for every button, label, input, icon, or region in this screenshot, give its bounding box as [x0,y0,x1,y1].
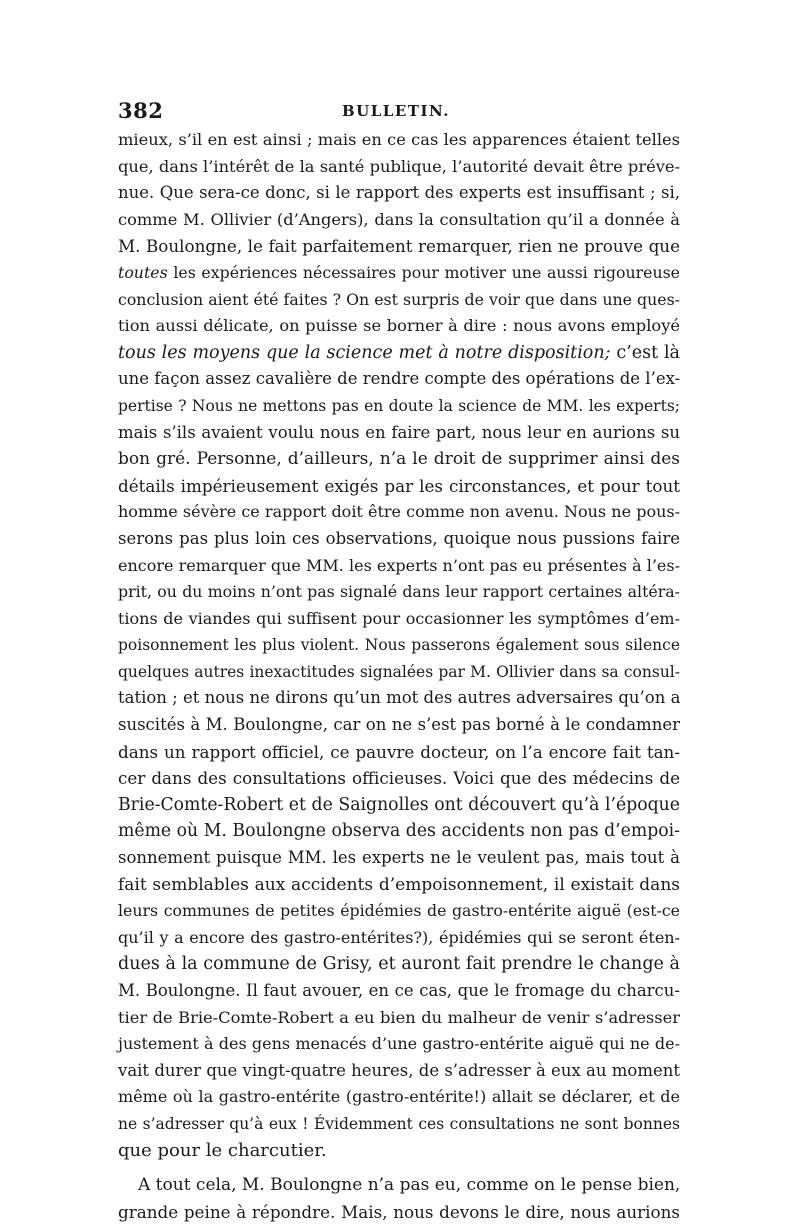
text-line: tion aussi délicate, on puisse se borner à dire : nous avons employé [118,316,680,336]
text-line: encore remarquer que MM. les experts n’ont pas eu présentes à l’es- [118,555,680,575]
text-line: tation ; et nous ne dirons qu’un mot des autres adversaires qu’on a [118,688,681,708]
text-line: qu’il y a encore des gastro-entérites?), épidémies qui se seront éten- [118,927,680,947]
text-line: dues à la commune de Grisy, et auront fait prendre le change à [118,954,680,975]
text-line: bon gré. Personne, d’ailleurs, n’a le droit de supprimer ainsi des [118,449,680,470]
text-line: tions de viandes qui suffisent pour occasionner les symptômes d’em- [118,608,680,628]
text-line: que, dans l’intérêt de la santé publique, l’autorité devait être préve- [118,156,680,176]
text-fragment: les expériences nécessaires pour motiver une aussi rigoureuse [173,262,680,282]
text-line: grande peine à répondre. Mais, nous devons le dire, nous aurions [118,1201,680,1222]
text-line: mais s’ils avaient voulu nous en faire part, nous leur en aurions su [118,422,680,442]
text-line: nue. Que sera-ce donc, si le rapport des experts est insuffisant ; si, [118,183,680,203]
text-line-with-italic [118,340,680,367]
text-line: poisonnement les plus violent. Nous passerons également sous silence [118,636,680,655]
text-line: même où la gastro-entérite (gastro-entérite!) allait se déclarer, et de [118,1087,680,1107]
text-line: cer dans des consultations officieuses. Voici que des médecins de [118,768,680,789]
text-line: mieux, s’il en est ainsi ; mais en ce cas les apparences étaient telles [118,130,680,149]
text-line: détails impérieusement exigés par les circonstances, et pour tout [118,475,680,496]
italic-quotation: tous les moyens que la science met à notre disposition; [118,342,611,363]
page-number: 382 [118,98,164,123]
text-line: justement à des gens menacés d’une gastro-entérite aiguë qui ne de- [118,1034,680,1054]
body-text [118,127,680,1225]
text-line: fait semblables aux accidents d’empoisonnement, il existait dans [118,874,680,895]
italic-word: toutes [118,262,168,282]
running-head [118,98,680,128]
text-line: dans un rapport officiel, ce pauvre docteur, on l’a encore fait tan- [118,741,680,762]
text-line: quelques autres inexactitudes signalées par M. Ollivier dans sa consul- [118,662,680,681]
paragraph-gap [118,1164,680,1172]
text-line: leurs communes de petites épidémies de gastro-entérite aiguë (est-ce [118,901,680,921]
text-line: vait durer que vingt-quatre heures, de s’adresser à eux au moment [118,1060,680,1080]
text-line: Brie-Comte-Robert et de Saignolles ont découvert qu’à l’époque [118,794,680,815]
text-fragment: c’est là [616,342,680,363]
text-line: une façon assez cavalière de rendre compte des opérations de l’ex- [118,369,681,389]
text-line: A tout cela, M. Boulongne n’a pas eu, comme on le pense bien, [138,1175,681,1196]
text-line: comme M. Ollivier (d’Angers), dans la consultation qu’il a donnée à [118,209,680,229]
text-line: pertise ? Nous ne mettons pas en doute la science de MM. les experts; [118,396,680,415]
text-line: serons pas plus loin ces observations, quoique nous pussions faire [118,528,680,548]
text-line: suscités à M. Boulongne, car on ne s’est pas borné à le condamner [118,715,680,735]
text-line: homme sévère ce rapport doit être comme non avenu. Nous ne pous- [118,502,680,522]
text-line: même où M. Boulongne observa des accidents non pas d’empoi- [118,821,680,842]
text-line: sonnement puisque MM. les experts ne le veulent pas, mais tout à [118,848,680,868]
text-line-with-italic [118,260,680,287]
text-line: ne s’adresser qu’à eux ! Évidemment ces consultations ne sont bonnes [118,1114,680,1133]
text-line: que pour le charcutier. [118,1139,327,1161]
text-line: M. Boulongne, le fait parfaitement remarquer, rien ne prouve que [118,236,680,257]
text-line: conclusion aient été faites ? On est surpris de voir que dans une ques- [118,289,680,309]
text-line: M. Boulongne. Il faut avouer, en ce cas, que le fromage du charcu- [118,981,680,1000]
text-line: tier de Brie-Comte-Robert a eu bien du malheur de venir s’adresser [118,1007,680,1027]
text-line: prit, ou du moins n’ont pas signalé dans leur rapport certaines altéra- [118,582,680,602]
running-title: BULLETIN. [342,102,450,120]
